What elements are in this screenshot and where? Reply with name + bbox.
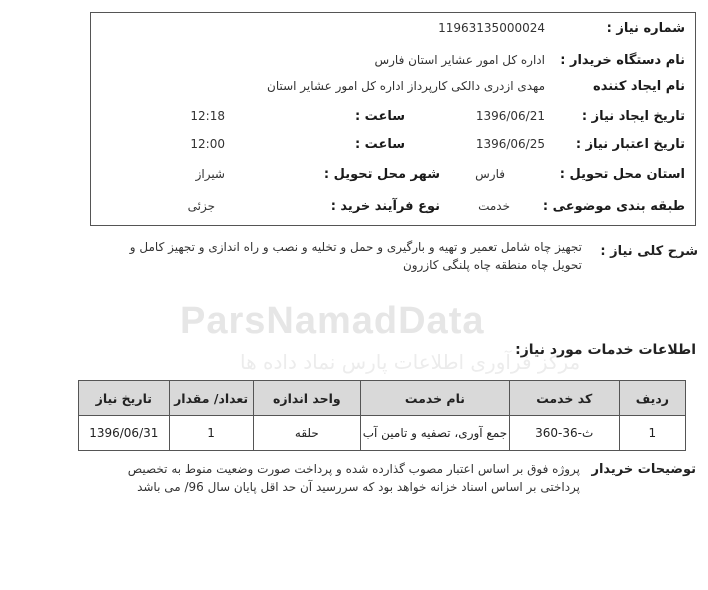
col-header-service-name: نام خدمت [361, 381, 510, 416]
cell-service-name: جمع آوری، تصفیه و تامین آب [361, 416, 510, 451]
request-info-box [90, 12, 696, 226]
col-header-need-date: تاریخ نیاز [79, 381, 170, 416]
watermark-tagline: مرکز فرآوری اطلاعات پارس نماد داده ها [240, 350, 581, 374]
buyer-org-value: اداره کل امور عشایر استان فارس [374, 53, 545, 67]
row-buyer-org [91, 49, 695, 73]
col-header-unit: واحد اندازه [253, 381, 360, 416]
buyer-notes-text: پروژه فوق بر اساس اعتبار مصوب گذارده شده و پرداخت صورت وضعیت منوط به تخصیص پرداختی بر اساس اسناد خزانه خواهد بود که سررسید آن حد اقل پایان سال 96/ می باشد [127, 462, 580, 494]
created-time-value: 12:18 [190, 109, 225, 123]
cell-service-code: ث-36-360 [509, 416, 619, 451]
services-section-title: اطلاعات خدمات مورد نیاز: [515, 342, 696, 358]
category-label: طبقه بندی موضوعی : [542, 199, 685, 214]
creator-label: نام ایجاد کننده [593, 79, 685, 94]
row-category-purchase [91, 195, 695, 219]
category-value: خدمت [478, 199, 510, 213]
created-time-label: ساعت : [354, 109, 405, 124]
cell-unit: حلقه [253, 416, 360, 451]
row-province-city [91, 163, 695, 187]
city-label: شهر محل تحویل : [323, 167, 440, 182]
table-row [79, 416, 686, 451]
services-table-header [79, 381, 686, 416]
watermark-brand: ParsNamadData [180, 300, 485, 342]
validity-date-label: تاریخ اعتبار نیاز : [575, 137, 685, 152]
purchase-type-label: نوع فرآیند خرید : [330, 199, 440, 214]
cell-need-date: 1396/06/31 [79, 416, 170, 451]
row-validity-date [91, 133, 695, 157]
col-header-quantity: تعداد/ مقدار [169, 381, 253, 416]
validity-date-value: 1396/06/25 [475, 137, 545, 151]
buyer-notes-label: توضیحات خریدار [591, 462, 696, 477]
description-text: تجهیز چاه شامل تعمیر و تهیه و بارگیری و حمل و تخلیه و نصب و راه اندازی و تجهیز کامل و تحویل چاه منطقه چاه پلنگی کازرون [129, 240, 582, 272]
row-created-date [91, 105, 695, 129]
validity-time-value: 12:00 [190, 137, 225, 151]
request-number-value: 11963135000024 [438, 21, 545, 35]
province-label: استان محل تحویل : [559, 167, 685, 182]
cell-quantity: 1 [169, 416, 253, 451]
request-number-label: شماره نیاز : [606, 21, 685, 36]
row-creator [91, 75, 695, 99]
col-header-service-code: کد خدمت [509, 381, 619, 416]
buyer-org-label: نام دستگاه خریدار : [560, 53, 685, 68]
col-header-row-number: ردیف [619, 381, 685, 416]
validity-time-label: ساعت : [354, 137, 405, 152]
created-date-value: 1396/06/21 [475, 109, 545, 123]
description-label: شرح کلی نیاز : [600, 244, 698, 259]
row-request-number [91, 17, 695, 41]
services-table [78, 380, 686, 451]
creator-value: مهدی ازدری دالکی کارپرداز اداره کل امور عشایر استان [267, 79, 545, 93]
province-value: فارس [475, 167, 505, 181]
created-date-label: تاریخ ایجاد نیاز : [581, 109, 685, 124]
cell-row-number: 1 [619, 416, 685, 451]
purchase-type-value: جزئی [187, 199, 215, 213]
city-value: شیراز [195, 167, 225, 181]
